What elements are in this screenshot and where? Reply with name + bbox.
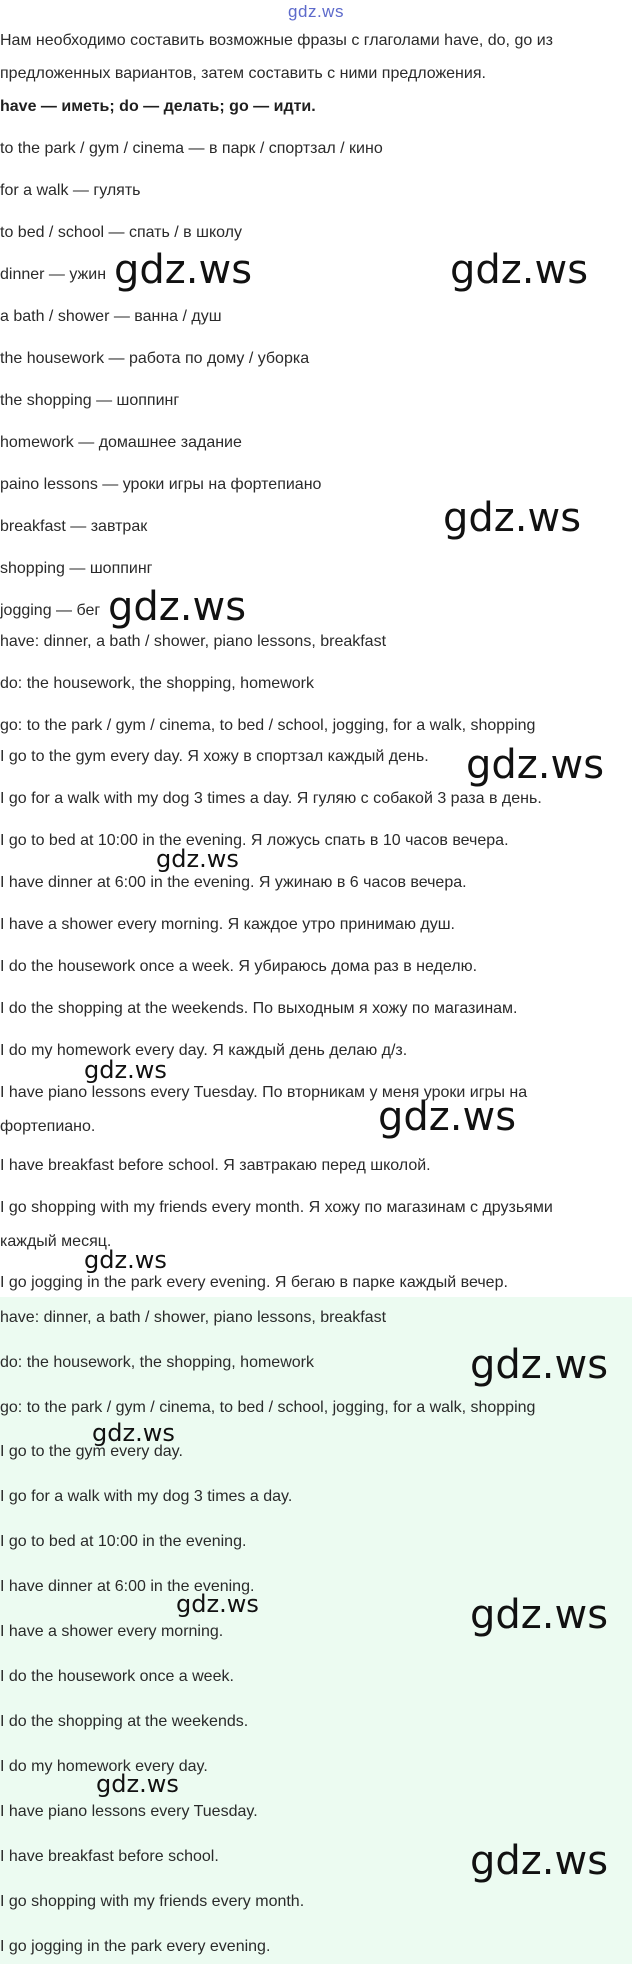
vocab-item: the shopping — шоппинг [0, 392, 180, 409]
task-intro-line-1: Нам необходимо составить возможные фразы с глаголами have, do, go из [0, 32, 553, 49]
vocab-item: paino lessons — уроки игры на фортепиано [0, 476, 322, 493]
watermark: gdz.ws [378, 1094, 517, 1140]
sentence: I have a shower every morning. Я каждое утро принимаю душ. [0, 916, 455, 933]
answer-sentence: I go shopping with my friends every month. [0, 1893, 305, 1910]
sentence: I have dinner at 6:00 in the evening. Я ужинаю в 6 часов вечера. [0, 874, 467, 891]
answer-sentence: I do the shopping at the weekends. [0, 1713, 249, 1730]
watermark: gdz.ws [176, 1590, 259, 1618]
watermark: gdz.ws [92, 1419, 175, 1447]
answer-sentence: I have piano lessons every Tuesday. [0, 1803, 258, 1820]
sentence: I go for a walk with my dog 3 times a day. Я гуляю с собакой 3 раза в день. [0, 790, 542, 807]
sentence: I do my homework every day. Я каждый день делаю д/з. [0, 1042, 408, 1059]
vocab-item: to the park / gym / cinema — в парк / спортзал / кино [0, 140, 383, 157]
answer-sentence: I go jogging in the park every evening. [0, 1938, 271, 1955]
vocab-item: jogging — бег [0, 602, 101, 619]
verbs-translation: have — иметь; do — делать; go — идти. [0, 98, 316, 115]
watermark: gdz.ws [470, 1342, 609, 1388]
answer-sentence: I go for a walk with my dog 3 times a day. [0, 1488, 293, 1505]
answer-sentence: I have a shower every morning. [0, 1623, 224, 1640]
watermark: gdz.ws [96, 1770, 179, 1798]
answer-sentence: I have dinner at 6:00 in the evening. [0, 1578, 255, 1595]
vocab-item: shopping — шоппинг [0, 560, 153, 577]
task-intro-line-2: предложенных вариантов, затем составить с ними предложения. [0, 65, 486, 82]
vocab-item: for a walk — гулять [0, 182, 141, 199]
answer-go: go: to the park / gym / cinema, to bed / school, jogging, for a walk, shopping [0, 1399, 536, 1416]
vocab-item: a bath / shower — ванна / душ [0, 308, 222, 325]
watermark: gdz.ws [470, 1838, 609, 1884]
sentence-continuation: фортепиано. [0, 1118, 96, 1135]
group-go: go: to the park / gym / cinema, to bed / school, jogging, for a walk, shopping [0, 717, 536, 734]
watermark: gdz.ws [108, 584, 247, 630]
vocab-item: breakfast — завтрак [0, 518, 148, 535]
sentence: I go to bed at 10:00 in the evening. Я ложусь спать в 10 часов вечера. [0, 832, 509, 849]
watermark: gdz.ws [450, 247, 589, 293]
sentence: I go jogging in the park every evening. Я бегаю в парке каждый вечер. [0, 1274, 508, 1291]
watermark: gdz.ws [470, 1592, 609, 1638]
sentence: I do the housework once a week. Я убираюсь дома раз в неделю. [0, 958, 478, 975]
answer-sentence: I do the housework once a week. [0, 1668, 234, 1685]
answer-sentence: I do my homework every day. [0, 1758, 208, 1775]
sentence: I do the shopping at the weekends. По выходным я хожу по магазинам. [0, 1000, 518, 1017]
sentence-continuation: каждый месяц. [0, 1233, 112, 1250]
site-header-logo[interactable]: gdz.ws [288, 2, 344, 21]
watermark: gdz.ws [443, 495, 582, 541]
watermark: gdz.ws [156, 845, 239, 873]
vocab-item: homework — домашнее задание [0, 434, 242, 451]
answer-have: have: dinner, a bath / shower, piano lessons, breakfast [0, 1309, 387, 1326]
answer-sentence: I go to bed at 10:00 in the evening. [0, 1533, 247, 1550]
watermark: gdz.ws [84, 1056, 167, 1084]
watermark: gdz.ws [466, 742, 605, 788]
sentence: I have breakfast before school. Я завтракаю перед школой. [0, 1157, 431, 1174]
answer-do: do: the housework, the shopping, homework [0, 1354, 314, 1371]
vocab-item: to bed / school — спать / в школу [0, 224, 243, 241]
answer-sentence: I have breakfast before school. [0, 1848, 219, 1865]
watermark: gdz.ws [114, 247, 253, 293]
sentence: I go shopping with my friends every month. Я хожу по магазинам с друзьями [0, 1199, 553, 1216]
group-do: do: the housework, the shopping, homework [0, 675, 314, 692]
vocab-item: the housework — работа по дому / уборка [0, 350, 310, 367]
sentence: I have piano lessons every Tuesday. По вторникам у меня уроки игры на [0, 1084, 528, 1101]
group-have: have: dinner, a bath / shower, piano lessons, breakfast [0, 633, 387, 650]
vocab-item: dinner — ужин [0, 266, 107, 283]
sentence: I go to the gym every day. Я хожу в спортзал каждый день. [0, 748, 429, 765]
watermark: gdz.ws [84, 1246, 167, 1274]
answer-sentence: I go to the gym every day. [0, 1443, 183, 1460]
